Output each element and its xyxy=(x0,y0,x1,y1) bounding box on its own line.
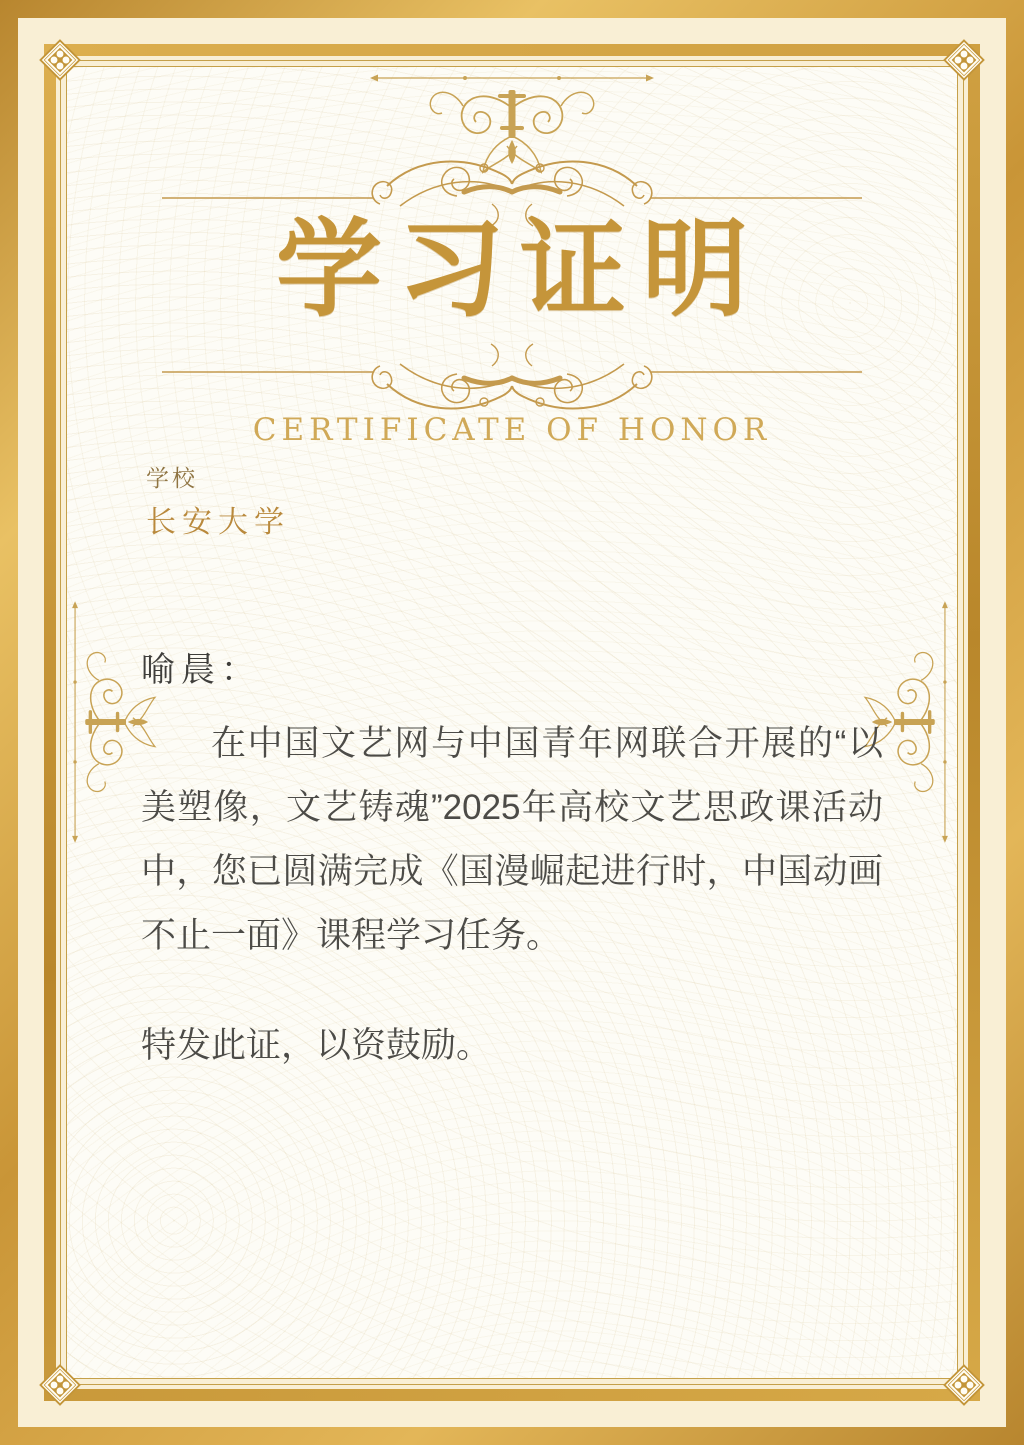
certificate-body: 在中国文艺网与中国青年网联合开展的“以美塑像，文艺铸魂”2025年高校文艺思政课活动中，您已圆满完成《国漫崛起进行时，中国动画不止一面》课程学习任务。 xyxy=(141,724,883,955)
school-name: 长安大学 xyxy=(146,505,290,540)
corner-ornament-icon xyxy=(36,36,84,84)
certificate-title: 学习证明 xyxy=(276,206,764,331)
corner-ornament-icon xyxy=(36,1361,84,1409)
recipient-name: 喻晨： xyxy=(141,650,261,690)
corner-ornament-icon xyxy=(940,1361,988,1409)
school-label: 学校 xyxy=(146,466,198,492)
closing-line: 特发此证，以资鼓励。 xyxy=(141,1026,492,1065)
certificate-subtitle: CERTIFICATE OF HONOR xyxy=(252,412,772,448)
corner-ornament-icon xyxy=(940,36,988,84)
